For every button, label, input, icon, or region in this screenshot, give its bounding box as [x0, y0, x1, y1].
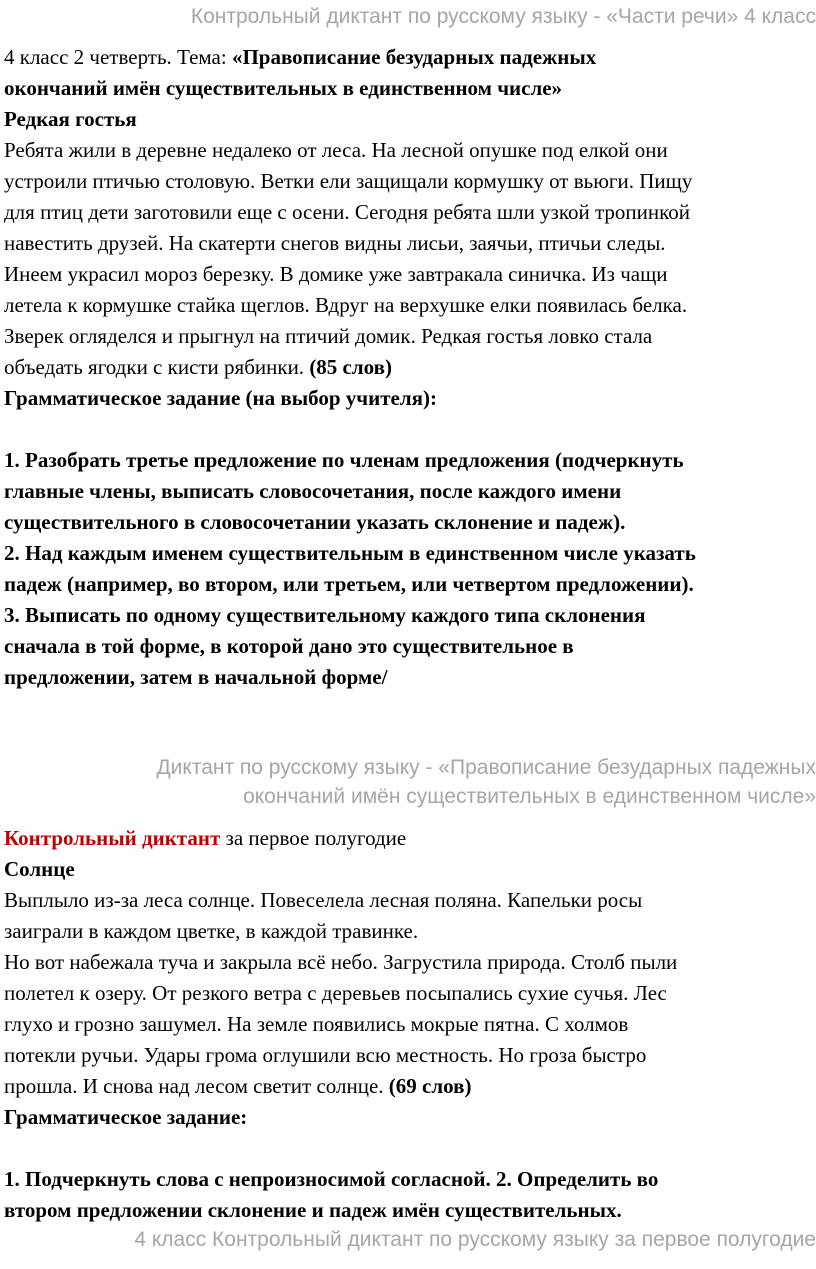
page-footer: 4 класс Контрольный диктант по русскому языку за первое полугодие	[134, 1228, 816, 1251]
task-line: сначала в той форме, в которой дано это существительное в	[4, 634, 574, 658]
task-line: главные члены, выписать словосочетания, после каждого имени	[4, 479, 622, 503]
grammar-task-title: Грамматическое задание (на выбор учителя):	[4, 386, 437, 410]
task-line: втором предложении склонение и падеж имён существительных.	[4, 1198, 622, 1222]
text-line: Ребята жили в деревне недалеко от леса. На лесной опушке под елкой они	[4, 138, 668, 162]
text-line: потекли ручьи. Удары грома оглушили всю местность. Но гроза быстро	[4, 1043, 647, 1067]
task-line: падеж (например, во втором, или третьем, или четвертом предложении).	[4, 572, 694, 596]
word-count: (69 слов)	[388, 1074, 472, 1098]
blank-line	[4, 1133, 812, 1164]
text-line: Зверек огляделся и прыгнул на птичий домик. Редкая гостья ловко стала	[4, 324, 653, 348]
topic-line-1	[4, 42, 812, 73]
text-line: Но вот набежала туча и закрыла всё небо. Загрустила природа. Столб пыли	[4, 950, 678, 974]
section-2-heading	[4, 823, 812, 854]
section-1	[4, 42, 812, 693]
heading-rest: за первое полугодие	[220, 826, 407, 850]
text-line: летела к кормушке стайка щеглов. Вдруг на верхушке елки появилась белка.	[4, 293, 688, 317]
grammar-task-title: Грамматическое задание:	[4, 1105, 248, 1129]
heading-red: Контрольный диктант	[4, 826, 221, 850]
text-line: заиграли в каждом цветке, в каждой травинке.	[4, 919, 419, 943]
blank-line	[4, 414, 812, 445]
text-line: навестить друзей. На скатерти снегов видны лисьи, заячьи, птичьи следы.	[4, 231, 666, 255]
section-header-line-2: окончаний имён существительных в единственном числе»	[243, 785, 816, 808]
dictation-title: Редкая гостья	[4, 107, 137, 131]
section-header-line-1: Диктант по русскому языку - «Правописание безударных падежных	[156, 756, 816, 779]
task-line: 1. Разобрать третье предложение по членам предложения (подчеркнуть	[4, 448, 684, 472]
task-line: предложении, затем в начальной форме/	[4, 665, 388, 689]
page-header: Контрольный диктант по русскому языку - «Части речи» 4 класс	[190, 5, 816, 28]
text-last-line	[4, 1071, 812, 1102]
task-line: 2. Над каждым именем существительным в единственном числе указать	[4, 541, 696, 565]
word-count: (85 слов)	[309, 355, 392, 379]
text-last-fragment: прошла. И снова над лесом светит солнце.	[4, 1074, 389, 1098]
topic-title-part-2: окончаний имён существительных в единственном числе»	[4, 76, 563, 100]
text-line: для птиц дети заготовили еще с осени. Сегодня ребята шли узкой тропинкой	[4, 200, 690, 224]
text-line: Выплыло из-за леса солнце. Повеселела лесная поляна. Капельки росы	[4, 888, 643, 912]
task-line: 3. Выписать по одному существительному каждого типа склонения	[4, 603, 646, 627]
task-line: существительного в словосочетании указать склонение и падеж).	[4, 510, 626, 534]
task-line: 1. Подчеркнуть слова с непроизносимой согласной. 2. Определить во	[4, 1167, 659, 1191]
section-2	[4, 823, 812, 1226]
text-line: полетел к озеру. От резкого ветра с деревьев посыпались сухие сучья. Лес	[4, 981, 667, 1005]
text-line: Инеем украсил мороз березку. В домике уже завтракала синичка. Из чащи	[4, 262, 668, 286]
topic-prefix: 4 класс 2 четверть. Тема:	[4, 45, 232, 69]
dictation-title: Солнце	[4, 857, 75, 881]
text-line: глухо и грозно зашумел. На земле появились мокрые пятна. С холмов	[4, 1012, 629, 1036]
text-last-line	[4, 352, 812, 383]
text-line: устроили птичью столовую. Ветки ели защищали кормушку от вьюги. Пищу	[4, 169, 693, 193]
topic-title-part-1: «Правописание безударных падежных	[231, 45, 597, 69]
text-last-fragment: объедать ягодки с кисти рябинки.	[4, 355, 310, 379]
